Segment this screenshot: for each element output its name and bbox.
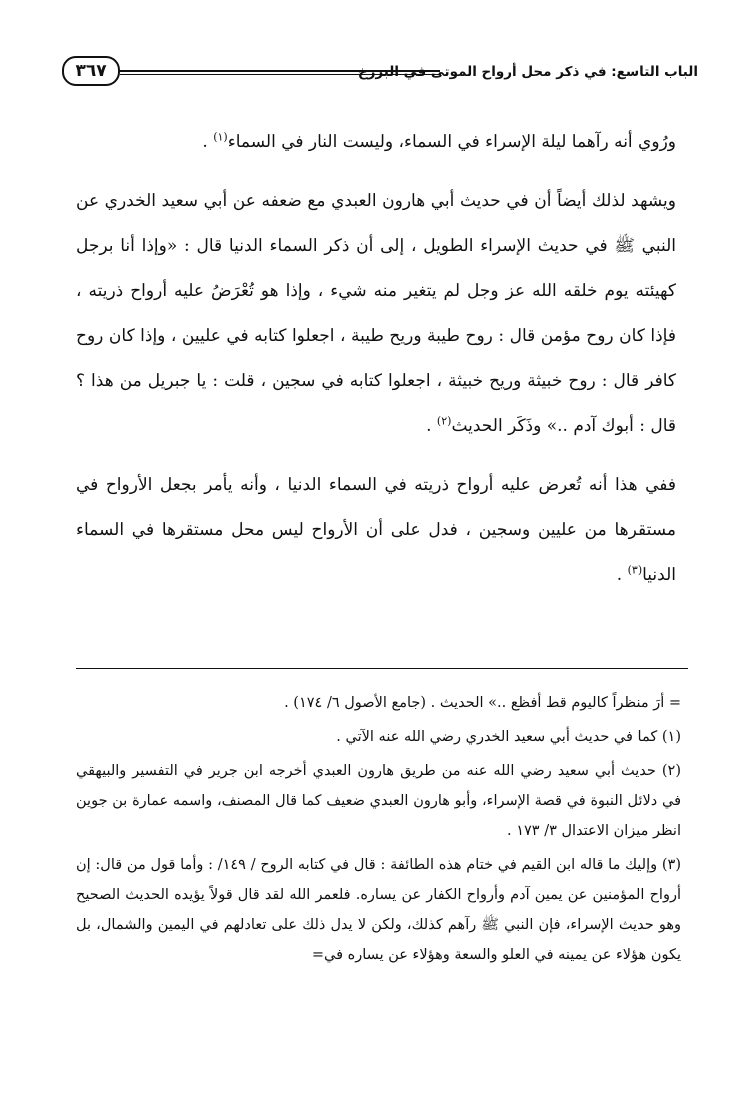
page-number xyxy=(62,56,120,86)
paragraph-3 xyxy=(76,463,676,598)
footnote-ref-3[interactable]: (٣) xyxy=(627,563,643,577)
footnote-3: (٣) وإليك ما قاله ابن القيم في ختام هذه الطائفة : قال في كتابه الروح / ١٤٩/ : وأما قول من قال: إن أرواح المؤمنين عن يمين آدم وأرواح الكفار عن يساره. فلعمر الله لقد قال قولاً يؤيده الحديث الصحيح وهو حديث الإسراء، فإن النبي ﷺ رآهم كذلك، ولكن لا يدل ذلك على تعادلهم في اليمين والشمال، بل يكون هؤلاء عن يمينه في العلو والسعة وهؤلاء عن يساره في= xyxy=(76,857,681,963)
footnote-ref-2[interactable]: (٢) xyxy=(436,414,452,428)
paragraph-1-tail: . xyxy=(202,132,214,152)
paragraph-2-tail: . xyxy=(426,416,437,436)
footnote-ref-1[interactable]: (١) xyxy=(213,130,228,144)
paragraph-1 xyxy=(76,120,676,165)
footnote-continuation: = أرَ منظراً كاليوم قط أفظع ..» الحديث . (جامع الأصول ٦/ ١٧٤) . xyxy=(284,695,681,711)
footnote-1: (١) كما في حديث أبي سعيد الخدري رضي الله عنه الآتي . xyxy=(336,729,681,745)
main-text xyxy=(76,120,676,598)
footnote-2: (٢) حديث أبي سعيد رضي الله عنه من طريق هارون العبدي أخرجه ابن جرير في التفسير والبيهقي في دلائل النبوة في قصة الإسراء، وأبو هارون العبدي ضعيف كما قال المصنف، واسمه عمارة بن جوين انظر ميزان الاعتدال ٣/ ١٧٣ . xyxy=(76,763,681,839)
paragraph-3-text: ففي هذا أنه تُعرض عليه أرواح ذريته في السماء الدنيا ، وأنه يأمر بجعل الأرواح في مستقرها من عليين وسجين ، فدل على أن الأرواح ليس محل مستقرها في السماء الدنيا xyxy=(76,475,676,585)
header-rule xyxy=(120,70,440,75)
paragraph-1-text: ورُوي أنه رآهما ليلة الإسراء في السماء، وليست النار في السماء xyxy=(227,132,676,152)
paragraph-2 xyxy=(76,179,676,449)
paragraph-2-text: ويشهد لذلك أيضاً أن في حديث أبي هارون العبدي مع ضعفه عن أبي سعيد الخدري عن النبي ﷺ في حديث الإسراء الطويل ، إلى أن ذكر السماء الدنيا قال : «وإذا أنا برجل كهيئته يوم خلقه الله عز وجل لم يتغير منه شيء ، وإذا هو تُعْرَضُ عليه أرواح ذريته ، فإذا كان روح مؤمن قال : روح طيبة وريح طيبة ، اجعلوا كتابه في عليين ، وإذا كان روح كافر قال : روح خبيثة وريح خبيثة ، اجعلوا كتابه في سجين ، قلت : يا جبريل من هذا ؟ قال : أبوك آدم ..» وذَكَر الحديث xyxy=(76,191,676,436)
footnote-separator xyxy=(76,668,688,669)
page-header xyxy=(62,56,698,92)
chapter-title: الباب التاسع: في ذكر محل أرواح الموتى في البرزخ xyxy=(357,64,698,80)
page-number-label: ٣٦٧ xyxy=(75,61,107,81)
paragraph-3-tail: . xyxy=(616,565,628,585)
footnotes xyxy=(76,688,681,970)
